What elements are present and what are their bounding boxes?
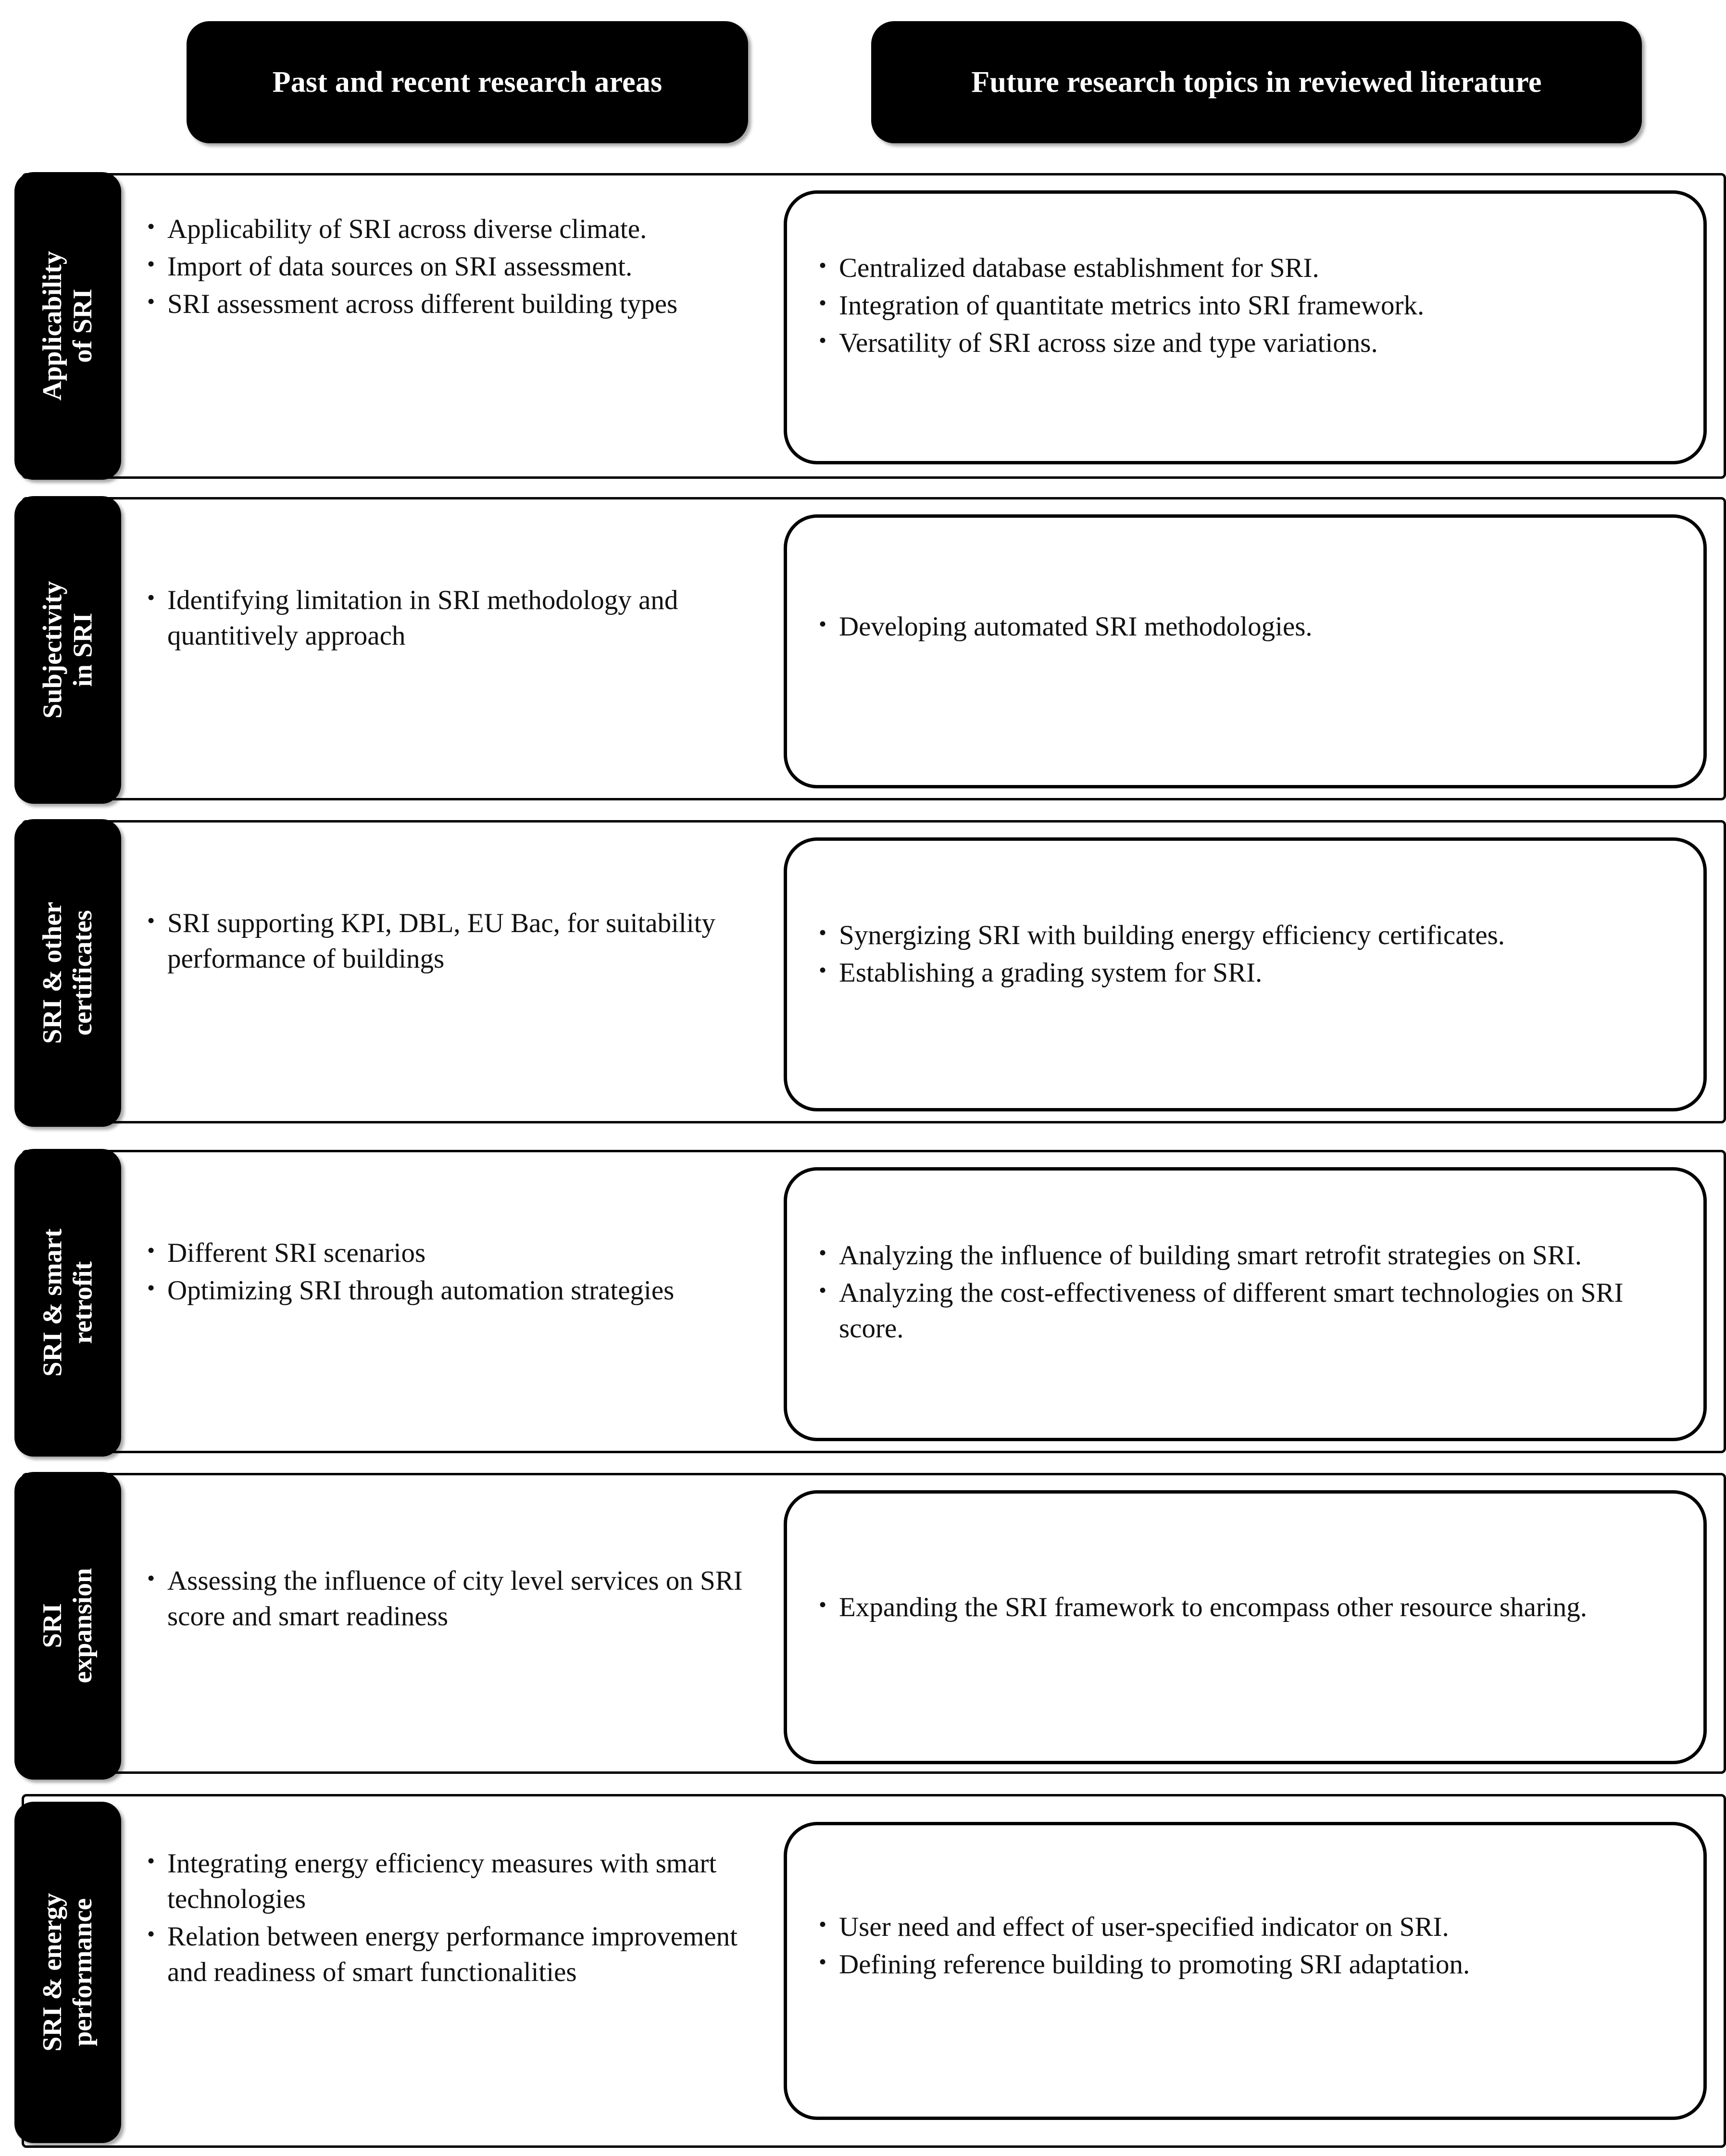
- past-bullet-list: [144, 583, 757, 654]
- past-research-cell: [144, 906, 757, 979]
- category-tab: [14, 1472, 121, 1780]
- future-cell-content: [816, 918, 1679, 993]
- past-research-cell: [144, 1235, 757, 1310]
- category-label: Subjectivity in SRI: [38, 581, 98, 719]
- future-bullet-item: • User need and effect of user-specified indicator on SRI.: [816, 1909, 1679, 1945]
- past-bullet-list: [144, 1846, 757, 1990]
- future-cell-content: [816, 1238, 1679, 1348]
- past-research-cell: [144, 212, 757, 324]
- past-bullet-item: • Relation between energy performance improvement and readiness of smart functionalities: [144, 1919, 757, 1990]
- future-bullet-item: • Centralized database establishment for SRI.: [816, 250, 1679, 286]
- future-bullet-list: [816, 918, 1679, 991]
- future-bullet-list: [816, 250, 1679, 361]
- future-cell-content: [816, 609, 1679, 647]
- past-bullet-list: [144, 1235, 757, 1309]
- future-cell-content: [816, 250, 1679, 363]
- category-tab: [14, 1149, 121, 1457]
- future-bullet-item: • Synergizing SRI with building energy efficiency certificates.: [816, 918, 1679, 953]
- past-research-cell: [144, 1563, 757, 1636]
- future-bullet-item: • Defining reference building to promoting SRI adaptation.: [816, 1947, 1679, 1982]
- future-bullet-item: • Analyzing the cost-effectiveness of different smart technologies on SRI score.: [816, 1275, 1679, 1346]
- research-row: [0, 1788, 1726, 2154]
- header-past-research: Past and recent research areas: [187, 21, 748, 143]
- category-tab: [14, 819, 121, 1127]
- category-tab: [14, 496, 121, 804]
- past-bullet-item: • SRI supporting KPI, DBL, EU Bac, for suitability performance of buildings: [144, 906, 757, 977]
- future-cell-content: [816, 1909, 1679, 1984]
- header-banner-row: [0, 0, 1726, 159]
- past-bullet-item: • Identifying limitation in SRI methodology and quantitively approach: [144, 583, 757, 654]
- future-research-cell: [784, 190, 1707, 464]
- category-label: SRI & other certificates: [38, 902, 98, 1044]
- future-research-cell: [784, 837, 1707, 1111]
- research-row: [0, 167, 1726, 485]
- future-bullet-item: • Analyzing the influence of building smart retrofit strategies on SRI.: [816, 1238, 1679, 1273]
- future-bullet-item: • Integration of quantitate metrics into SRI framework.: [816, 288, 1679, 324]
- category-label: SRI & energy performance: [38, 1893, 98, 2052]
- future-bullet-item: • Developing automated SRI methodologies.: [816, 609, 1679, 645]
- past-bullet-item: • Integrating energy efficiency measures with smart technologies: [144, 1846, 757, 1917]
- past-bullet-list: [144, 212, 757, 322]
- future-research-cell: [784, 514, 1707, 788]
- past-bullet-item: • Optimizing SRI through automation strategies: [144, 1273, 757, 1309]
- future-bullet-item: • Versatility of SRI across size and type variations.: [816, 325, 1679, 361]
- past-bullet-list: [144, 1563, 757, 1634]
- category-label: Applicability of SRI: [38, 251, 98, 401]
- future-bullet-item: • Expanding the SRI framework to encompass other resource sharing.: [816, 1590, 1679, 1625]
- research-row: [0, 491, 1726, 806]
- future-research-cell: [784, 1490, 1707, 1764]
- research-row: [0, 1467, 1726, 1780]
- past-research-cell: [144, 583, 757, 656]
- past-bullet-item: • Applicability of SRI across diverse climate.: [144, 212, 757, 247]
- past-research-cell: [144, 1846, 757, 1992]
- future-research-cell: [784, 1822, 1707, 2120]
- future-bullet-list: [816, 609, 1679, 645]
- past-bullet-item: • SRI assessment across different building types: [144, 287, 757, 322]
- past-bullet-list: [144, 906, 757, 977]
- header-future-research: Future research topics in reviewed literature: [871, 21, 1642, 143]
- past-bullet-item: • Different SRI scenarios: [144, 1235, 757, 1271]
- category-label: SRI & smart retrofit: [38, 1229, 98, 1377]
- category-label: SRI expansion: [38, 1568, 98, 1683]
- future-bullet-list: [816, 1590, 1679, 1625]
- past-bullet-item: • Import of data sources on SRI assessment.: [144, 249, 757, 285]
- category-tab: [14, 1802, 121, 2143]
- category-tab: [14, 172, 121, 480]
- future-bullet-list: [816, 1909, 1679, 1982]
- future-cell-content: [816, 1590, 1679, 1627]
- past-bullet-item: • Assessing the influence of city level services on SRI score and smart readiness: [144, 1563, 757, 1634]
- research-row: [0, 1144, 1726, 1459]
- future-bullet-item: • Establishing a grading system for SRI.: [816, 955, 1679, 991]
- research-row: [0, 814, 1726, 1129]
- future-bullet-list: [816, 1238, 1679, 1346]
- future-research-cell: [784, 1167, 1707, 1441]
